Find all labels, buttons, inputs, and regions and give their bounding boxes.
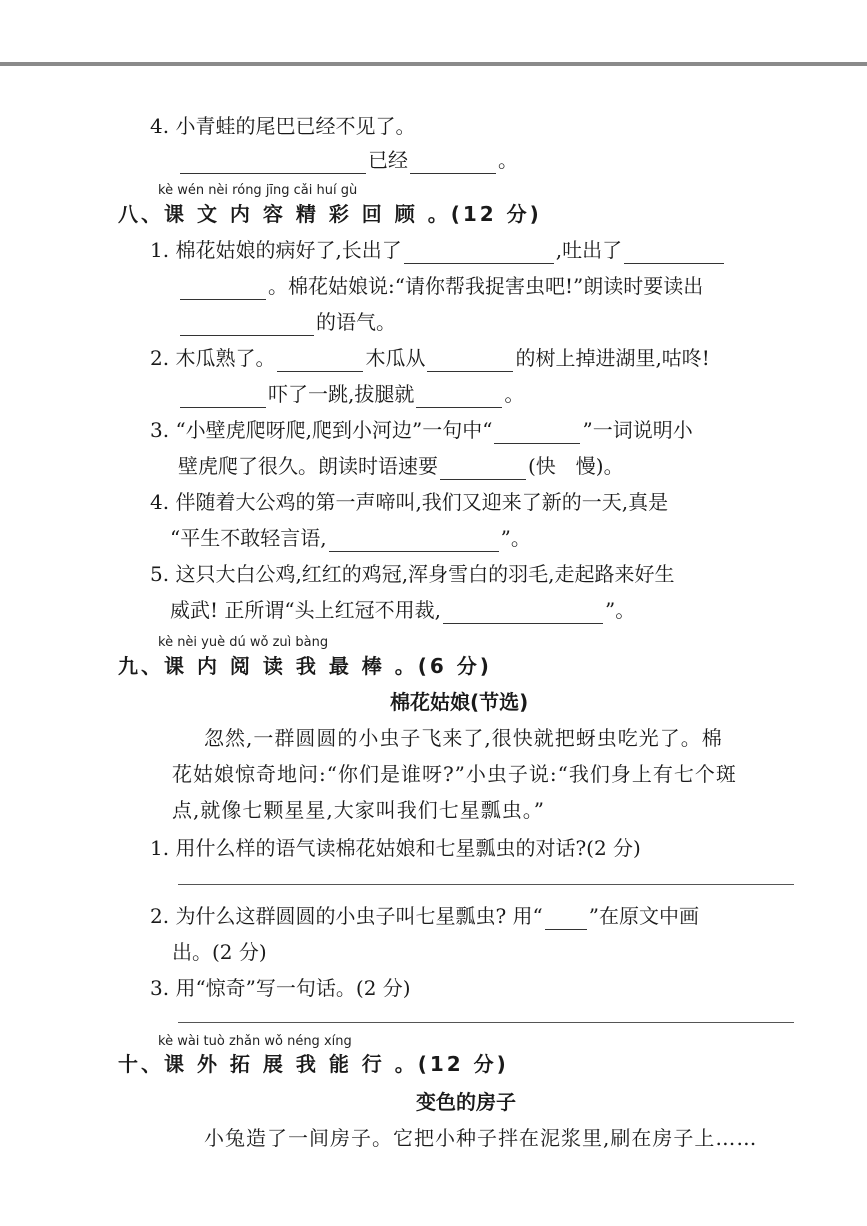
line-text: 3. “小壁虎爬呀爬,爬到小河边”一句中“ <box>150 418 493 442</box>
line-text: 的语气。 <box>316 310 396 334</box>
answer-blank[interactable] <box>180 313 314 336</box>
answer-blank[interactable] <box>443 601 603 624</box>
answer-line <box>178 146 518 174</box>
section-pinyin: kè nèi yuè dú wǒ zuì bàng <box>158 635 329 650</box>
line-text: 木瓜从 <box>365 346 426 370</box>
line-text: 2. 为什么这群圆圆的小虫子叫七星瓢虫? 用“ <box>150 904 543 928</box>
question-text: 5. 这只大白公鸡,红红的鸡冠,浑身雪白的羽毛,走起路来好生 <box>150 562 675 586</box>
top-divider-bar <box>0 62 867 66</box>
section-heading: 九、课 内 阅 读 我 最 棒 。(6 分) <box>118 654 492 678</box>
section-pinyin: kè wén nèi róng jīng cǎi huí gù <box>158 183 358 198</box>
answer-blank[interactable] <box>404 241 554 264</box>
passage-title: 变色的房子 <box>416 1090 516 1114</box>
line-text: ”。 <box>500 526 531 550</box>
passage-line: 忽然,一群圆圆的小虫子飞来了,很快就把蚜虫吃光了。棉 <box>204 726 723 750</box>
passage-line: 点,就像七颗星星,大家叫我们七星瓢虫。” <box>172 798 545 822</box>
line-text: 吓了一跳,拔腿就 <box>268 382 415 406</box>
question-line <box>150 902 699 930</box>
answer-line[interactable] <box>178 1022 794 1023</box>
question-text: 3. 用“惊奇”写一句话。(2 分) <box>150 976 411 1000</box>
line-text: ”一词说明小 <box>582 418 693 442</box>
answer-blank <box>545 907 587 930</box>
answer-blank[interactable] <box>180 277 266 300</box>
question-text: 1. 用什么样的语气读棉花姑娘和七星瓢虫的对话?(2 分) <box>150 836 641 860</box>
line-text: 。 <box>504 382 525 406</box>
answer-blank[interactable] <box>329 529 499 552</box>
question-text: 出。(2 分) <box>172 940 267 964</box>
section-heading: 八、课 文 内 容 精 彩 回 顾 。(12 分) <box>118 202 542 226</box>
line-text: ”。 <box>604 598 636 622</box>
line-text: ,吐出了 <box>555 238 623 262</box>
question-line <box>150 344 710 372</box>
line-text: ”在原文中画 <box>588 904 699 928</box>
line-text: 壁虎爬了很久。朗读时语速要 <box>178 454 438 478</box>
section-pinyin: kè wài tuò zhǎn wǒ néng xíng <box>158 1034 352 1049</box>
line-text: (快 慢)。 <box>528 454 624 478</box>
passage-title: 棉花姑娘(节选) <box>390 690 529 714</box>
section-heading: 十、课 外 拓 展 我 能 行 。(12 分) <box>118 1052 509 1076</box>
question-text: 4. 伴随着大公鸡的第一声啼叫,我们又迎来了新的一天,真是 <box>150 490 669 514</box>
line-text: “平生不敢轻言语, <box>170 526 327 550</box>
passage-line: 小兔造了一间房子。它把小种子拌在泥浆里,刷在房子上…… <box>204 1126 758 1150</box>
question-line <box>178 380 524 408</box>
answer-blank[interactable] <box>180 385 266 408</box>
line-text: 威武! 正所谓“头上红冠不用裁, <box>170 598 441 622</box>
question-line <box>178 272 703 300</box>
answer-blank[interactable] <box>410 151 496 174</box>
answer-blank[interactable] <box>494 421 580 444</box>
question-line <box>178 452 624 480</box>
line-text: 。棉花姑娘说:“请你帮我捉害虫吧!”朗读时要读出 <box>268 274 704 298</box>
answer-blank[interactable] <box>427 349 513 372</box>
answer-blank[interactable] <box>440 457 526 480</box>
question-line <box>170 596 635 624</box>
question-line <box>170 524 531 552</box>
line-text: 。 <box>498 148 518 172</box>
answer-blank[interactable] <box>624 241 724 264</box>
question-line <box>150 416 693 444</box>
answer-blank[interactable] <box>277 349 363 372</box>
passage-line: 花姑娘惊奇地问:“你们是谁呀?”小虫子说:“我们身上有七个斑 <box>172 762 737 786</box>
question-text: 4. 小青蛙的尾巴已经不见了。 <box>150 114 416 138</box>
line-text: 1. 棉花姑娘的病好了,长出了 <box>150 238 402 262</box>
answer-blank[interactable] <box>180 151 366 174</box>
question-line <box>178 308 396 336</box>
line-text: 已经 <box>368 148 408 172</box>
line-text: 的树上掉进湖里,咕咚! <box>515 346 710 370</box>
answer-line[interactable] <box>178 884 794 885</box>
question-line <box>150 236 726 264</box>
line-text: 2. 木瓜熟了。 <box>150 346 276 370</box>
answer-blank[interactable] <box>416 385 502 408</box>
